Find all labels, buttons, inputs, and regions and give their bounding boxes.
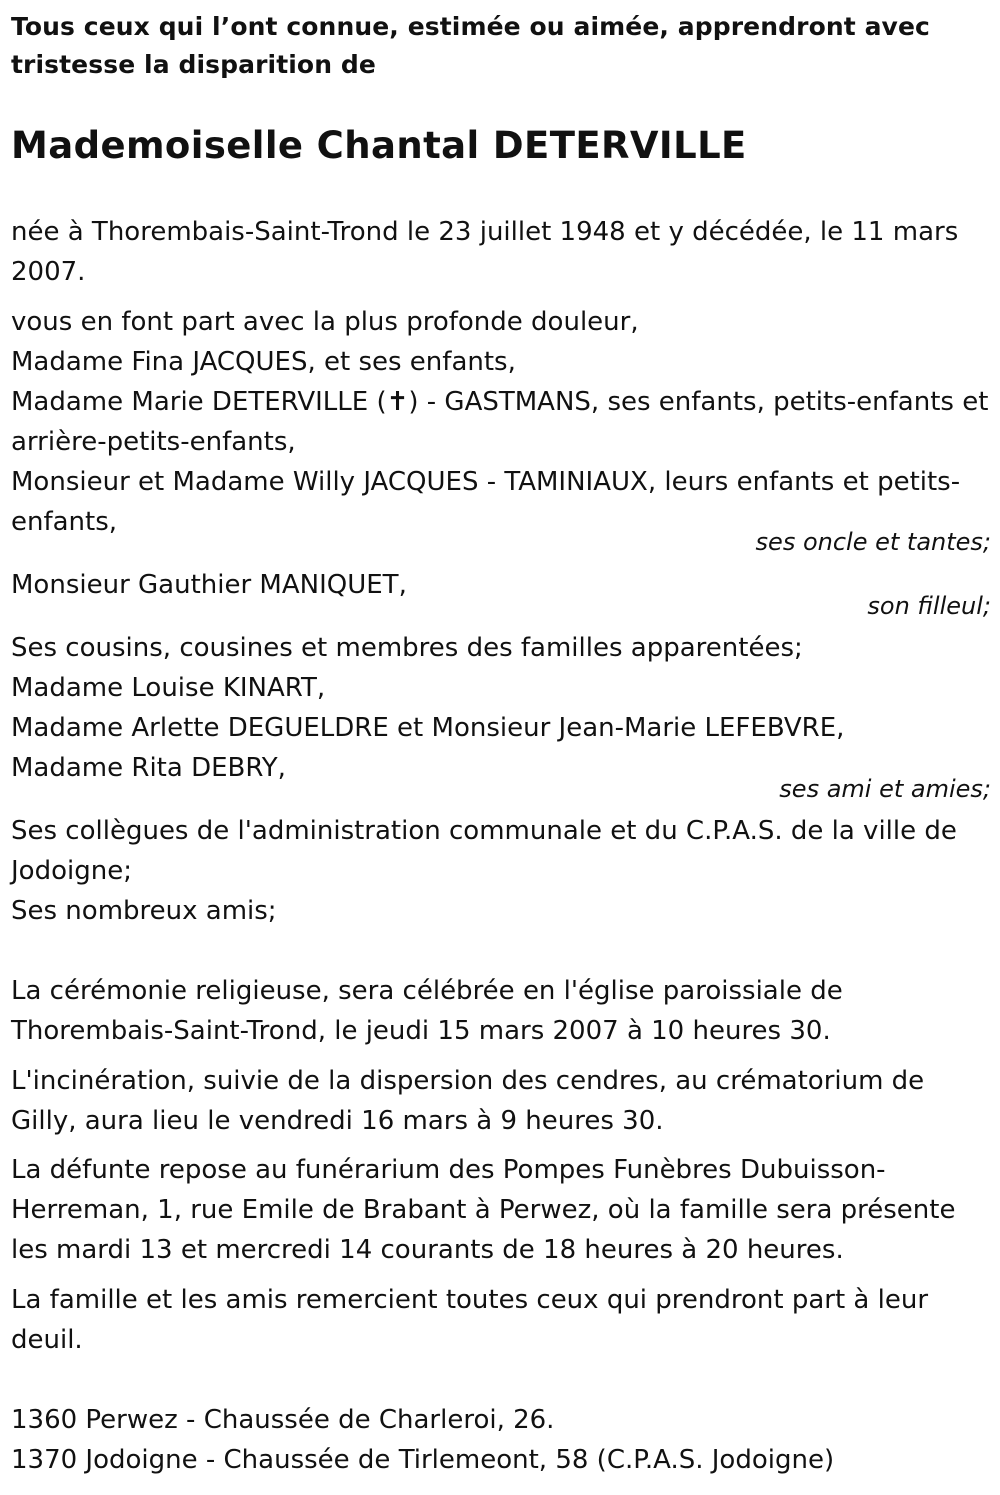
friend-name: Madame Arlette DEGUELDRE et Monsieur Jean-Marie LEFEBVRE,	[11, 713, 845, 743]
intro-text: Tous ceux qui l’ont connue, estimée ou aimée, apprendront avec tristesse la disparition de	[11, 12, 930, 79]
birth-death-text: née à Thorembais-Saint-Trond le 23 juillet 1948 et y décédée, le 11 mars 2007.	[11, 217, 959, 287]
repose-text: La défunte repose au funérarium des Pompes Funèbres Dubuisson-Herreman, 1, rue Emile de Brabant à Perwez, où la famille sera présente les mardi 13 et mercredi 14 courants de 18 heures à 20 heures.	[11, 1155, 956, 1265]
family-member: Madame Fina JACQUES, et ses enfants,	[11, 347, 516, 377]
ceremony-text: La cérémonie religieuse, sera célébrée en l'église paroissiale de Thorembais-Saint-Trond, le jeudi 15 mars 2007 à 10 heures 30.	[11, 976, 843, 1046]
cousins-friends-block	[11, 628, 991, 788]
friends-relation-block	[11, 777, 991, 801]
birth-death-block	[11, 212, 991, 292]
many-friends-line: Ses nombreux amis;	[11, 896, 277, 926]
godson-relation-block	[11, 594, 991, 618]
address-line: 1370 Jodoigne - Chaussée de Tirlemeont, 58 (C.P.A.S. Jodoigne)	[11, 1445, 835, 1475]
relation-godson: son filleul;	[867, 592, 991, 620]
repose-block	[11, 1150, 991, 1270]
colleagues-block	[11, 811, 991, 931]
thanks-text: La famille et les amis remercient toutes ceux qui prendront part à leur deuil.	[11, 1285, 929, 1355]
relation-friends: ses ami et amies;	[779, 775, 991, 803]
cousins-line: Ses cousins, cousines et membres des familles apparentées;	[11, 633, 803, 663]
deceased-name: Mademoiselle Chantal DETERVILLE	[11, 124, 747, 167]
family-member: Monsieur et Madame Willy JACQUES - TAMINIAUX, leurs enfants et petits-enfants,	[11, 467, 961, 537]
colleagues-line: Ses collègues de l'administration communale et du C.P.A.S. de la ville de Jodoigne;	[11, 816, 957, 886]
announcers-block	[11, 302, 991, 542]
thanks-block	[11, 1280, 991, 1360]
ceremony-block	[11, 971, 991, 1051]
friend-name: Madame Rita DEBRY,	[11, 753, 286, 783]
incineration-text: L'incinération, suivie de la dispersion des cendres, au crématorium de Gilly, aura lieu le vendredi 16 mars à 9 heures 30.	[11, 1066, 925, 1136]
announcers-lead: vous en font part avec la plus profonde douleur,	[11, 307, 639, 337]
relation-uncles-aunts: ses oncle et tantes;	[755, 528, 991, 556]
friend-name: Madame Louise KINART,	[11, 673, 326, 703]
godson-name: Monsieur Gauthier MANIQUET,	[11, 570, 407, 600]
addresses-block	[11, 1400, 991, 1480]
address-line: 1360 Perwez - Chaussée de Charleroi, 26.	[11, 1405, 555, 1435]
family-member: Madame Marie DETERVILLE (✝) - GASTMANS, ses enfants, petits-enfants et arrière-petits-enfants,	[11, 387, 989, 457]
uncles-aunts-relation-block	[11, 530, 991, 554]
incineration-block	[11, 1061, 991, 1141]
